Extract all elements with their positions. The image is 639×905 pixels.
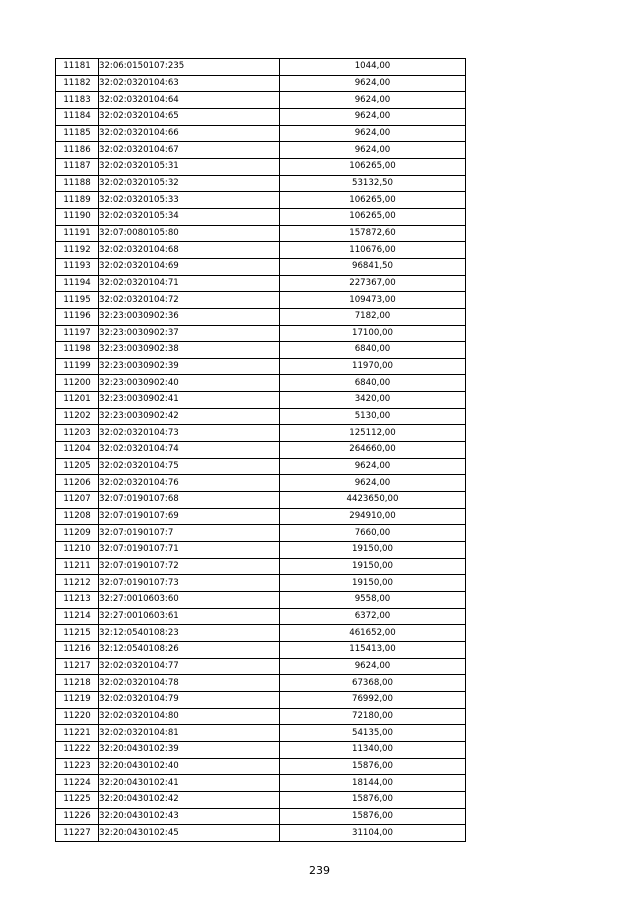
table-row bbox=[56, 325, 466, 342]
cadastral-number: 32:23:0030902:36 bbox=[99, 308, 280, 325]
cadastral-value: 294910,00 bbox=[280, 508, 466, 525]
cadastral-value: 6372,00 bbox=[280, 608, 466, 625]
table-row bbox=[56, 275, 466, 292]
row-number: 11193 bbox=[56, 258, 99, 275]
cadastral-value: 19150,00 bbox=[280, 558, 466, 575]
cadastral-value: 3420,00 bbox=[280, 392, 466, 409]
cadastral-value: 19150,00 bbox=[280, 575, 466, 592]
cadastral-value: 5130,00 bbox=[280, 408, 466, 425]
row-number: 11198 bbox=[56, 342, 99, 359]
cadastral-value: 9624,00 bbox=[280, 125, 466, 142]
cadastral-value: 9558,00 bbox=[280, 592, 466, 609]
row-number: 11215 bbox=[56, 625, 99, 642]
cadastral-value: 76992,00 bbox=[280, 691, 466, 708]
row-number: 11197 bbox=[56, 325, 99, 342]
table-row bbox=[56, 741, 466, 758]
table-row bbox=[56, 708, 466, 725]
table-row bbox=[56, 375, 466, 392]
cadastral-number: 32:02:0320104:68 bbox=[99, 242, 280, 259]
cadastral-value: 9624,00 bbox=[280, 142, 466, 159]
page-number: 239 bbox=[309, 864, 330, 877]
cadastral-number: 32:12:0540108:26 bbox=[99, 641, 280, 658]
cadastral-value: 67368,00 bbox=[280, 675, 466, 692]
cadastral-number: 32:07:0190107:73 bbox=[99, 575, 280, 592]
cadastral-value: 18144,00 bbox=[280, 775, 466, 792]
table-row bbox=[56, 242, 466, 259]
cadastral-value: 264660,00 bbox=[280, 442, 466, 459]
table-row bbox=[56, 175, 466, 192]
row-number: 11189 bbox=[56, 192, 99, 209]
cadastral-number: 32:02:0320105:33 bbox=[99, 192, 280, 209]
cadastral-number: 32:23:0030902:40 bbox=[99, 375, 280, 392]
cadastral-number: 32:23:0030902:39 bbox=[99, 358, 280, 375]
row-number: 11222 bbox=[56, 741, 99, 758]
cadastral-value: 17100,00 bbox=[280, 325, 466, 342]
cadastral-value: 9624,00 bbox=[280, 475, 466, 492]
table-row bbox=[56, 408, 466, 425]
cadastral-number: 32:02:0320104:77 bbox=[99, 658, 280, 675]
cadastral-value: 227367,00 bbox=[280, 275, 466, 292]
table-row bbox=[56, 192, 466, 209]
cadastral-value: 11340,00 bbox=[280, 741, 466, 758]
row-number: 11217 bbox=[56, 658, 99, 675]
table-row bbox=[56, 658, 466, 675]
cadastral-value: 7660,00 bbox=[280, 525, 466, 542]
table-row bbox=[56, 258, 466, 275]
table-row bbox=[56, 342, 466, 359]
cadastral-number: 32:02:0320105:32 bbox=[99, 175, 280, 192]
cadastral-number: 32:12:0540108:23 bbox=[99, 625, 280, 642]
cadastral-value: 106265,00 bbox=[280, 192, 466, 209]
row-number: 11220 bbox=[56, 708, 99, 725]
cadastral-number: 32:02:0320104:71 bbox=[99, 275, 280, 292]
cadastral-value: 106265,00 bbox=[280, 158, 466, 175]
row-number: 11196 bbox=[56, 308, 99, 325]
row-number: 11182 bbox=[56, 75, 99, 92]
row-number: 11206 bbox=[56, 475, 99, 492]
row-number: 11204 bbox=[56, 442, 99, 459]
table-row bbox=[56, 791, 466, 808]
table-body bbox=[56, 59, 466, 842]
row-number: 11183 bbox=[56, 92, 99, 109]
cadastral-number: 32:07:0190107:71 bbox=[99, 542, 280, 559]
row-number: 11221 bbox=[56, 725, 99, 742]
cadastral-number: 32:02:0320104:63 bbox=[99, 75, 280, 92]
row-number: 11205 bbox=[56, 458, 99, 475]
cadastral-value: 109473,00 bbox=[280, 292, 466, 309]
table-row bbox=[56, 292, 466, 309]
table-row bbox=[56, 575, 466, 592]
table-row bbox=[56, 592, 466, 609]
row-number: 11203 bbox=[56, 425, 99, 442]
cadastral-value: 125112,00 bbox=[280, 425, 466, 442]
row-number: 11209 bbox=[56, 525, 99, 542]
table-row bbox=[56, 108, 466, 125]
table-row bbox=[56, 608, 466, 625]
cadastral-value: 9624,00 bbox=[280, 658, 466, 675]
cadastral-value: 96841,50 bbox=[280, 258, 466, 275]
table-row bbox=[56, 775, 466, 792]
table-row bbox=[56, 558, 466, 575]
table-row bbox=[56, 758, 466, 775]
cadastral-value: 6840,00 bbox=[280, 342, 466, 359]
cadastral-number: 32:07:0190107:69 bbox=[99, 508, 280, 525]
cadastral-value: 54135,00 bbox=[280, 725, 466, 742]
table-row bbox=[56, 225, 466, 242]
row-number: 11212 bbox=[56, 575, 99, 592]
row-number: 11225 bbox=[56, 791, 99, 808]
cadastral-value: 19150,00 bbox=[280, 542, 466, 559]
table-row bbox=[56, 442, 466, 459]
table-row bbox=[56, 641, 466, 658]
row-number: 11192 bbox=[56, 242, 99, 259]
cadastral-value: 110676,00 bbox=[280, 242, 466, 259]
cadastral-number: 32:23:0030902:42 bbox=[99, 408, 280, 425]
cadastral-number: 32:02:0320104:80 bbox=[99, 708, 280, 725]
row-number: 11194 bbox=[56, 275, 99, 292]
cadastral-number: 32:23:0030902:41 bbox=[99, 392, 280, 409]
cadastral-number: 32:06:0150107:235 bbox=[99, 59, 280, 76]
row-number: 11224 bbox=[56, 775, 99, 792]
table-row bbox=[56, 208, 466, 225]
row-number: 11184 bbox=[56, 108, 99, 125]
table-row bbox=[56, 142, 466, 159]
cadastral-number: 32:07:0190107:7 bbox=[99, 525, 280, 542]
table-row bbox=[56, 308, 466, 325]
row-number: 11211 bbox=[56, 558, 99, 575]
cadastral-number: 32:02:0320104:76 bbox=[99, 475, 280, 492]
cadastral-value: 15876,00 bbox=[280, 758, 466, 775]
cadastral-number: 32:02:0320104:73 bbox=[99, 425, 280, 442]
row-number: 11188 bbox=[56, 175, 99, 192]
cadastral-number: 32:07:0080105:80 bbox=[99, 225, 280, 242]
cadastral-number: 32:27:0010603:61 bbox=[99, 608, 280, 625]
row-number: 11208 bbox=[56, 508, 99, 525]
row-number: 11218 bbox=[56, 675, 99, 692]
cadastral-number: 32:02:0320105:31 bbox=[99, 158, 280, 175]
row-number: 11216 bbox=[56, 641, 99, 658]
cadastral-number: 32:02:0320104:72 bbox=[99, 292, 280, 309]
table-row bbox=[56, 125, 466, 142]
table-row bbox=[56, 92, 466, 109]
row-number: 11213 bbox=[56, 592, 99, 609]
cadastral-value: 15876,00 bbox=[280, 791, 466, 808]
cadastral-value: 7182,00 bbox=[280, 308, 466, 325]
cadastral-value: 157872,60 bbox=[280, 225, 466, 242]
cadastral-number: 32:02:0320104:65 bbox=[99, 108, 280, 125]
row-number: 11190 bbox=[56, 208, 99, 225]
table-row bbox=[56, 675, 466, 692]
cadastral-number: 32:07:0190107:72 bbox=[99, 558, 280, 575]
cadastral-number: 32:02:0320104:67 bbox=[99, 142, 280, 159]
cadastral-number: 32:20:0430102:42 bbox=[99, 791, 280, 808]
row-number: 11226 bbox=[56, 808, 99, 825]
cadastral-number: 32:07:0190107:68 bbox=[99, 492, 280, 509]
row-number: 11219 bbox=[56, 691, 99, 708]
row-number: 11195 bbox=[56, 292, 99, 309]
table-row bbox=[56, 542, 466, 559]
cadastral-value: 1044,00 bbox=[280, 59, 466, 76]
table-row bbox=[56, 725, 466, 742]
table-row bbox=[56, 691, 466, 708]
table-row bbox=[56, 59, 466, 76]
row-number: 11227 bbox=[56, 825, 99, 842]
table-row bbox=[56, 525, 466, 542]
cadastral-value: 72180,00 bbox=[280, 708, 466, 725]
table-row bbox=[56, 75, 466, 92]
cadastral-number: 32:20:0430102:45 bbox=[99, 825, 280, 842]
cadastral-number: 32:02:0320105:34 bbox=[99, 208, 280, 225]
table-row bbox=[56, 358, 466, 375]
cadastral-value: 31104,00 bbox=[280, 825, 466, 842]
cadastral-value: 53132,50 bbox=[280, 175, 466, 192]
row-number: 11200 bbox=[56, 375, 99, 392]
row-number: 11214 bbox=[56, 608, 99, 625]
table-row bbox=[56, 425, 466, 442]
cadastral-value: 9624,00 bbox=[280, 92, 466, 109]
cadastral-number: 32:02:0320104:66 bbox=[99, 125, 280, 142]
cadastral-number: 32:02:0320104:78 bbox=[99, 675, 280, 692]
row-number: 11210 bbox=[56, 542, 99, 559]
cadastral-value: 15876,00 bbox=[280, 808, 466, 825]
cadastral-number: 32:20:0430102:43 bbox=[99, 808, 280, 825]
cadastral-value: 115413,00 bbox=[280, 641, 466, 658]
cadastral-number: 32:20:0430102:41 bbox=[99, 775, 280, 792]
row-number: 11181 bbox=[56, 59, 99, 76]
row-number: 11223 bbox=[56, 758, 99, 775]
row-number: 11202 bbox=[56, 408, 99, 425]
table-row bbox=[56, 492, 466, 509]
row-number: 11191 bbox=[56, 225, 99, 242]
cadastral-number: 32:02:0320104:64 bbox=[99, 92, 280, 109]
cadastral-value: 106265,00 bbox=[280, 208, 466, 225]
cadastral-value: 9624,00 bbox=[280, 75, 466, 92]
cadastral-number: 32:27:0010603:60 bbox=[99, 592, 280, 609]
cadastral-value: 4423650,00 bbox=[280, 492, 466, 509]
cadastral-value: 9624,00 bbox=[280, 458, 466, 475]
cadastral-number: 32:20:0430102:39 bbox=[99, 741, 280, 758]
table-row bbox=[56, 392, 466, 409]
cadastral-value: 6840,00 bbox=[280, 375, 466, 392]
table-row bbox=[56, 508, 466, 525]
row-number: 11186 bbox=[56, 142, 99, 159]
row-number: 11187 bbox=[56, 158, 99, 175]
cadastral-number: 32:02:0320104:74 bbox=[99, 442, 280, 459]
cadastral-value-table bbox=[55, 58, 466, 842]
cadastral-number: 32:23:0030902:37 bbox=[99, 325, 280, 342]
table-row bbox=[56, 458, 466, 475]
cadastral-value: 461652,00 bbox=[280, 625, 466, 642]
cadastral-value: 11970,00 bbox=[280, 358, 466, 375]
table-row bbox=[56, 475, 466, 492]
table-row bbox=[56, 625, 466, 642]
row-number: 11199 bbox=[56, 358, 99, 375]
cadastral-number: 32:02:0320104:75 bbox=[99, 458, 280, 475]
row-number: 11201 bbox=[56, 392, 99, 409]
cadastral-value: 9624,00 bbox=[280, 108, 466, 125]
table-row bbox=[56, 825, 466, 842]
table-row bbox=[56, 808, 466, 825]
row-number: 11207 bbox=[56, 492, 99, 509]
cadastral-number: 32:02:0320104:69 bbox=[99, 258, 280, 275]
cadastral-number: 32:20:0430102:40 bbox=[99, 758, 280, 775]
cadastral-number: 32:02:0320104:81 bbox=[99, 725, 280, 742]
table-row bbox=[56, 158, 466, 175]
row-number: 11185 bbox=[56, 125, 99, 142]
cadastral-number: 32:02:0320104:79 bbox=[99, 691, 280, 708]
cadastral-number: 32:23:0030902:38 bbox=[99, 342, 280, 359]
